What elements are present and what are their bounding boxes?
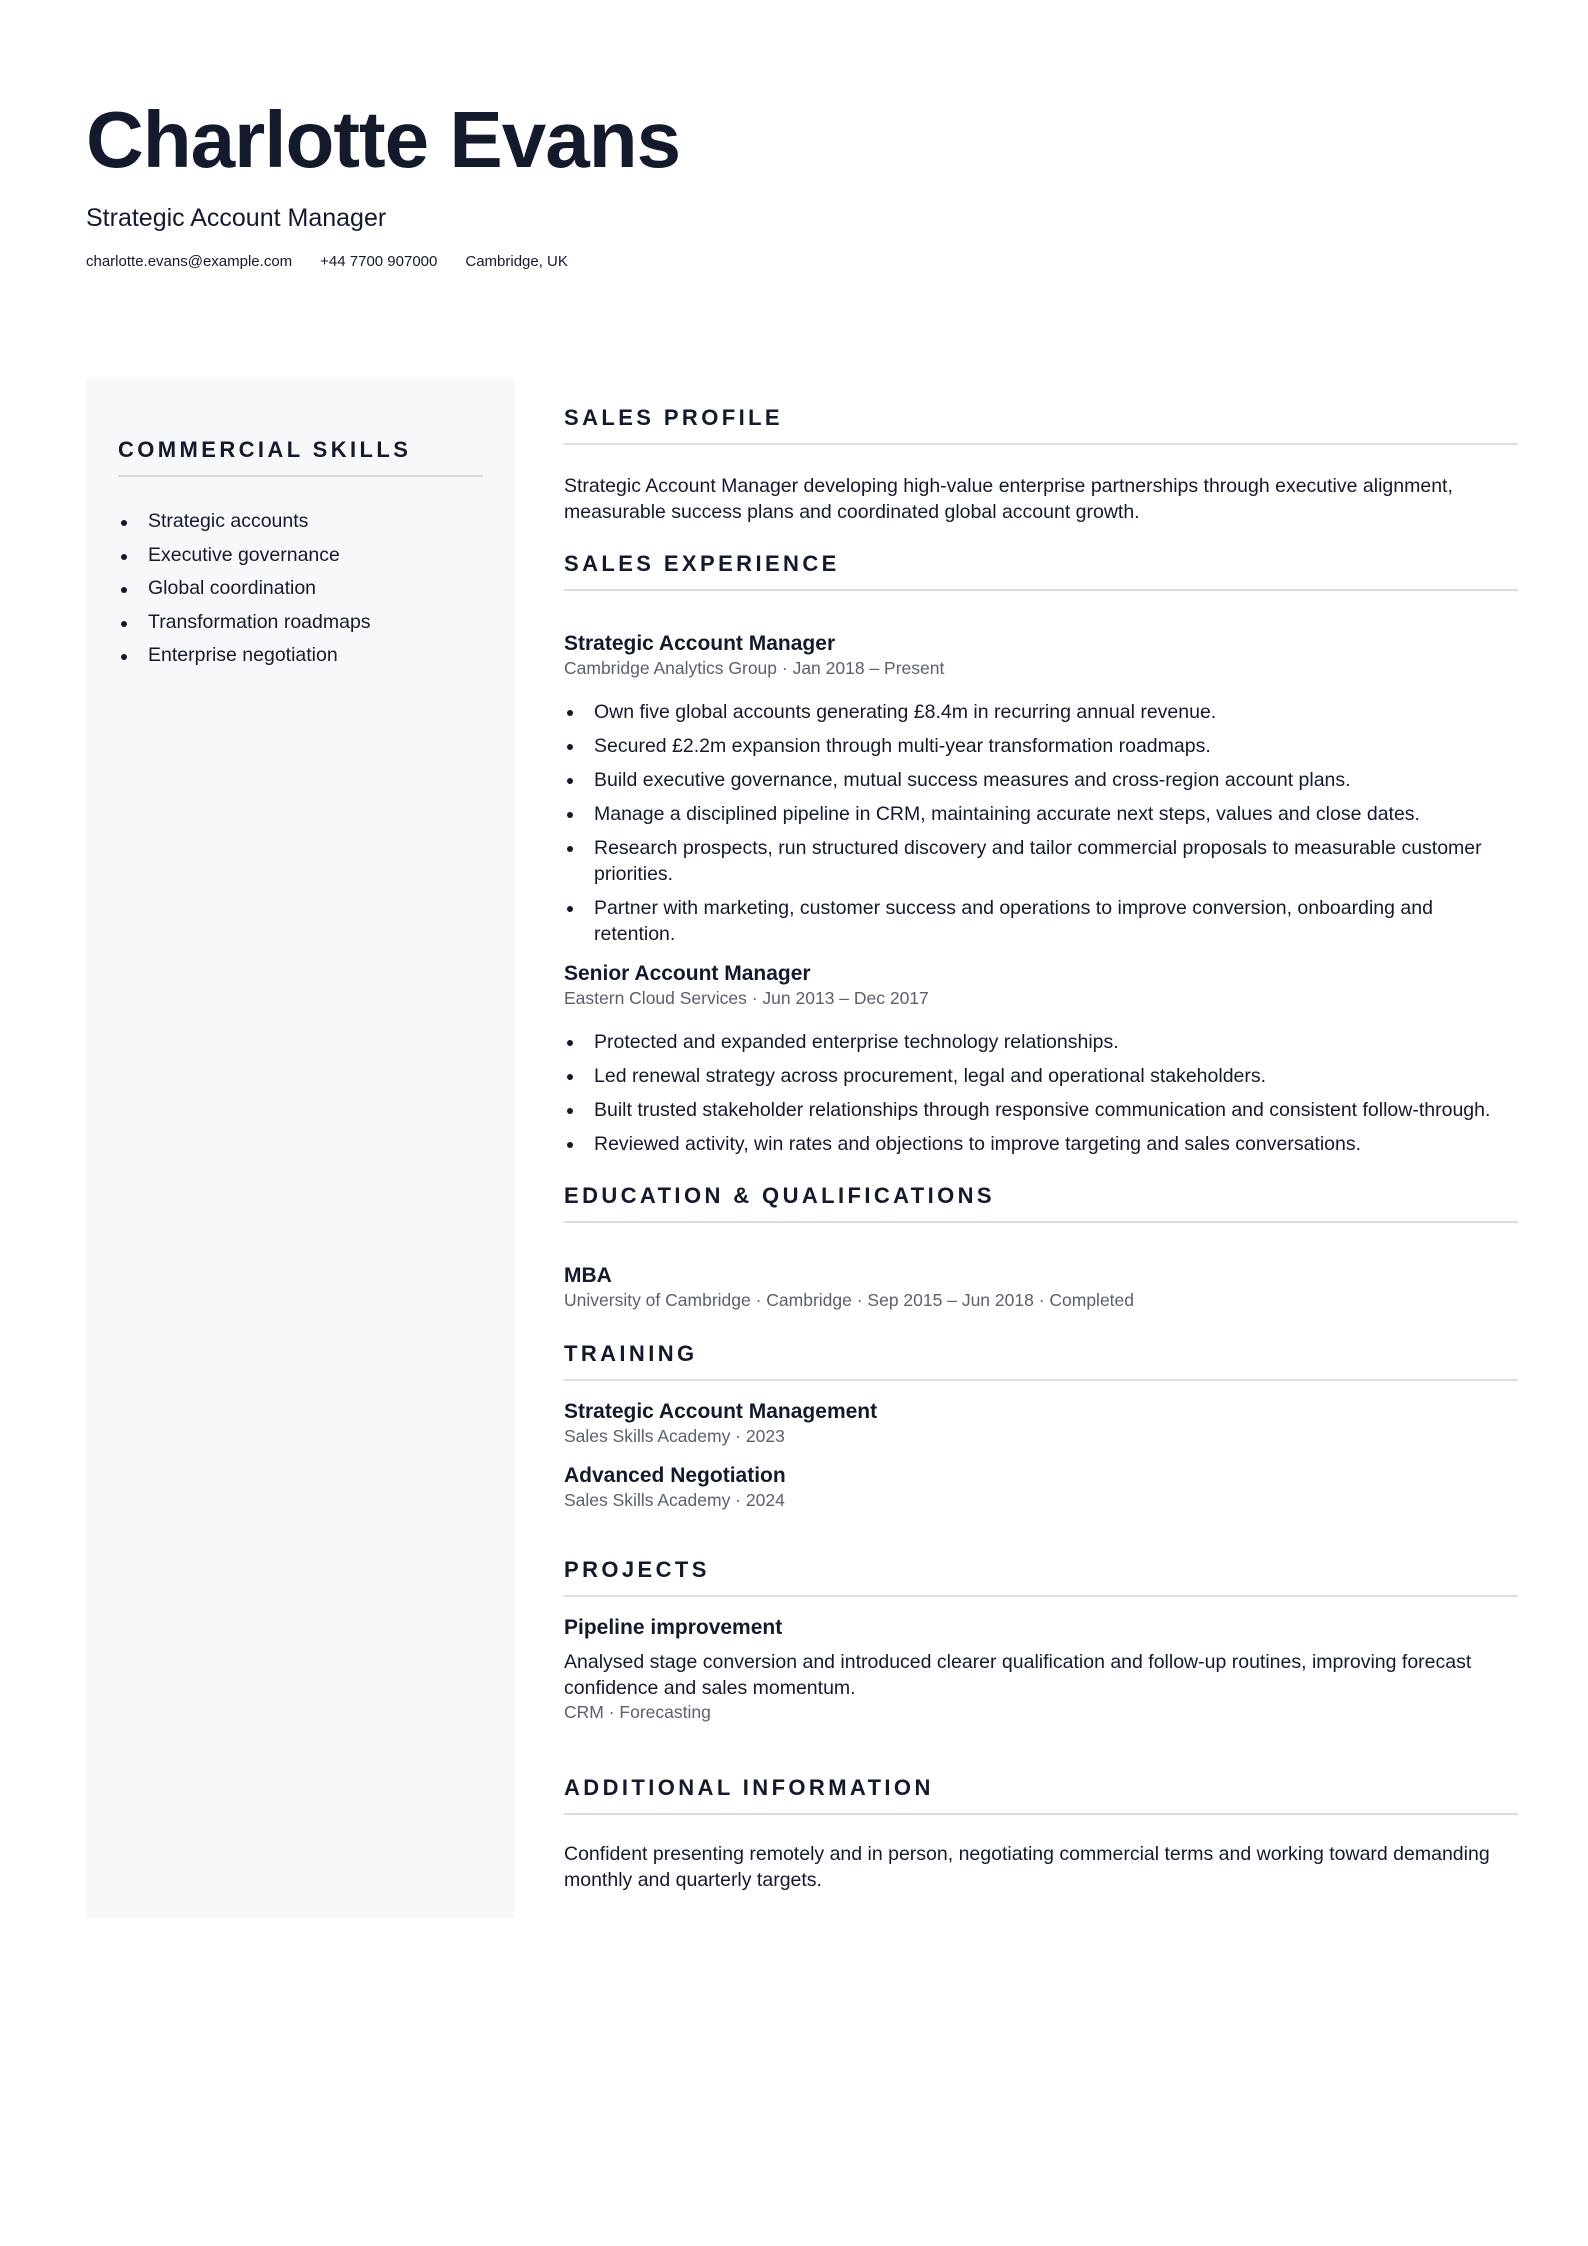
divider	[564, 1221, 1518, 1223]
job-bullet: Built trusted stakeholder relationships through responsive communication and consistent follow-through.	[564, 1097, 1518, 1123]
divider	[118, 475, 483, 477]
project-tags: CRM · Forecasting	[564, 1702, 711, 1722]
profile-text: Strategic Account Manager developing high-value enterprise partnerships through executive alignment, measurable success plans and coordinated global account growth.	[564, 475, 1453, 523]
additional-section	[564, 1775, 1518, 1893]
job-bullet: Build executive governance, mutual success measures and cross-region account plans.	[564, 767, 1518, 793]
training-meta: Sales Skills Academy · 2024	[564, 1490, 785, 1510]
job-bullet: Partner with marketing, customer success and operations to improve conversion, onboarding and retention.	[564, 895, 1518, 947]
contact-email: charlotte.evans@example.com	[86, 253, 293, 270]
skill-item: Strategic accounts	[118, 505, 483, 539]
profile-heading: SALES PROFILE	[564, 405, 783, 430]
training-section	[564, 1341, 1518, 1511]
additional-heading: ADDITIONAL INFORMATION	[564, 1775, 934, 1800]
degree-meta: University of Cambridge · Cambridge · Sep 2015 – Jun 2018 · Completed	[564, 1290, 1135, 1310]
divider	[564, 443, 1518, 445]
skill-item: Global coordination	[118, 572, 483, 606]
job-entry	[564, 631, 1518, 947]
projects-heading: PROJECTS	[564, 1557, 710, 1582]
project-entry	[564, 1615, 1518, 1723]
education-entry	[564, 1263, 1518, 1311]
job-bullet: Led renewal strategy across procurement, legal and operational stakeholders.	[564, 1063, 1518, 1089]
project-name: Pipeline improvement	[564, 1616, 783, 1639]
job-meta: Cambridge Analytics Group · Jan 2018 – Present	[564, 658, 945, 678]
resume-header	[86, 96, 1506, 270]
education-heading: EDUCATION & QUALIFICATIONS	[564, 1183, 996, 1208]
job-bullet: Research prospects, run structured discovery and tailor commercial proposals to measurable customer priorities.	[564, 835, 1518, 887]
training-meta: Sales Skills Academy · 2023	[564, 1426, 785, 1446]
job-entry	[564, 961, 1518, 1157]
job-bullet: Own five global accounts generating £8.4m in recurring annual revenue.	[564, 699, 1518, 725]
job-bullet: Reviewed activity, win rates and objections to improve targeting and sales conversations.	[564, 1131, 1518, 1157]
divider	[564, 1813, 1518, 1815]
experience-section	[564, 551, 1518, 1157]
education-section	[564, 1183, 1518, 1311]
skills-heading: COMMERCIAL SKILLS	[118, 437, 412, 462]
training-entry	[564, 1399, 1518, 1447]
contact-phone: +44 7700 907000	[320, 253, 438, 270]
sidebar	[86, 379, 515, 1918]
skill-item: Executive governance	[118, 539, 483, 573]
training-heading: TRAINING	[564, 1341, 698, 1366]
training-name: Strategic Account Management	[564, 1400, 878, 1423]
job-bullet: Protected and expanded enterprise technology relationships.	[564, 1029, 1518, 1055]
skill-item: Transformation roadmaps	[118, 606, 483, 640]
additional-text: Confident presenting remotely and in person, negotiating commercial terms and working toward demanding monthly and quarterly targets.	[564, 1843, 1490, 1891]
candidate-title: Strategic Account Manager	[86, 204, 387, 232]
divider	[564, 1595, 1518, 1597]
job-meta: Eastern Cloud Services · Jun 2013 – Dec 2017	[564, 988, 929, 1008]
contact-line	[86, 253, 1506, 270]
job-bullet: Secured £2.2m expansion through multi-year transformation roadmaps.	[564, 733, 1518, 759]
main-column	[564, 405, 1518, 1893]
job-role: Strategic Account Manager	[564, 632, 836, 655]
degree-name: MBA	[564, 1264, 612, 1287]
divider	[564, 589, 1518, 591]
experience-heading: SALES EXPERIENCE	[564, 551, 840, 576]
training-entry	[564, 1463, 1518, 1511]
skills-list	[118, 505, 483, 673]
job-bullet: Manage a disciplined pipeline in CRM, maintaining accurate next steps, values and close dates.	[564, 801, 1518, 827]
job-bullets	[564, 1029, 1518, 1157]
skill-item: Enterprise negotiation	[118, 639, 483, 673]
projects-section	[564, 1557, 1518, 1723]
divider	[564, 1379, 1518, 1381]
job-role: Senior Account Manager	[564, 962, 811, 985]
profile-section	[564, 405, 1518, 525]
job-bullets	[564, 699, 1518, 947]
project-description: Analysed stage conversion and introduced clearer qualification and follow-up routines, improving forecast confidence and sales momentum.	[564, 1651, 1472, 1699]
contact-location: Cambridge, UK	[465, 253, 568, 270]
candidate-name: Charlotte Evans	[86, 95, 681, 184]
training-name: Advanced Negotiation	[564, 1464, 786, 1487]
